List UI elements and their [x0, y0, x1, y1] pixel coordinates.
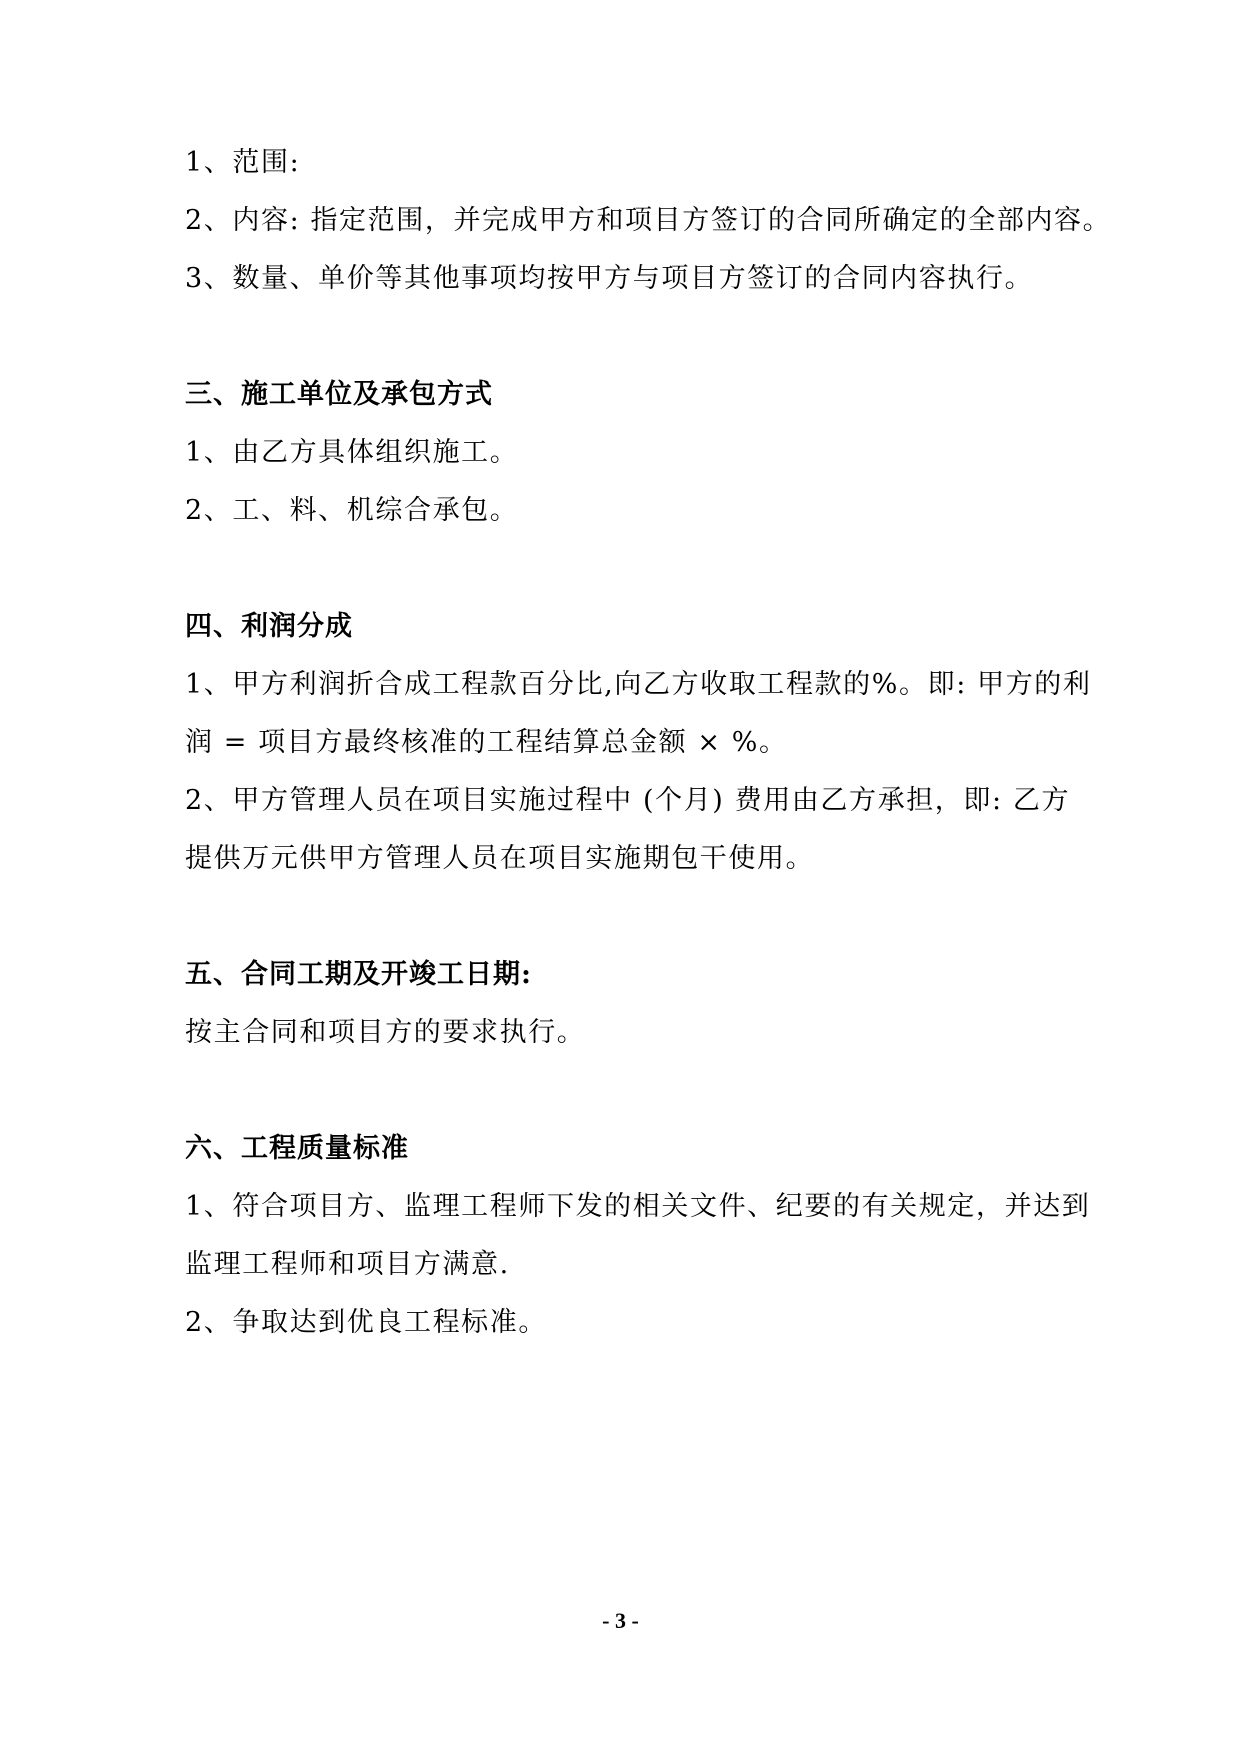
section-4-heading: 四、利润分成	[185, 611, 353, 642]
section-3-item-2: 2、工、料、机综合承包。	[185, 495, 519, 526]
page-number: - 3 -	[602, 1608, 639, 1633]
content-item: 2、内容: 指定范围，并完成甲方和项目方签订的合同所确定的全部内容。	[185, 205, 1112, 236]
section-6-item-2: 2、争取达到优良工程标准。	[185, 1307, 547, 1338]
section-6-item-1-line-1: 1、符合项目方、监理工程师下发的相关文件、纪要的有关规定，并达到	[185, 1191, 1091, 1222]
section-4-item-1-line-2: 润 = 项目方最终核准的工程结算总金额 × %。	[185, 727, 788, 758]
section-6-item-1-line-2: 监理工程师和项目方满意.	[185, 1249, 510, 1280]
quantity-item: 3、数量、单价等其他事项均按甲方与项目方签订的合同内容执行。	[185, 263, 1034, 294]
scope-item: 1、范围:	[185, 147, 301, 178]
section-5-item-1: 按主合同和项目方的要求执行。	[185, 1017, 586, 1048]
section-4-item-2-line-2: 提供万元供甲方管理人员在项目实施期包干使用。	[185, 843, 815, 874]
section-5-heading: 五、合同工期及开竣工日期:	[185, 959, 532, 990]
section-3-item-1: 1、由乙方具体组织施工。	[185, 437, 519, 468]
section-3-heading: 三、施工单位及承包方式	[185, 379, 493, 410]
section-4-item-1-line-1: 1、甲方利润折合成工程款百分比,向乙方收取工程款的%。即: 甲方的利	[185, 669, 1092, 700]
section-6-heading: 六、工程质量标准	[185, 1133, 409, 1164]
section-4-item-2-line-1: 2、甲方管理人员在项目实施过程中 (个月) 费用由乙方承担，即: 乙方	[185, 785, 1071, 816]
